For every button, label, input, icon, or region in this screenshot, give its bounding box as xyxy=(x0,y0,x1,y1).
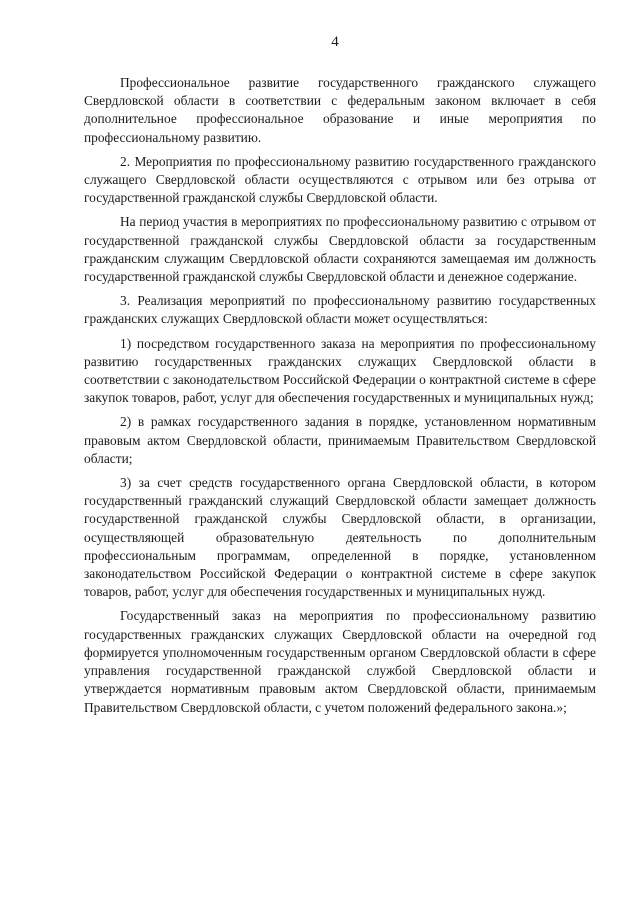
paragraph-position-retention: На период участия в мероприятиях по профессиональному развитию с отрывом от государственной гражданской службы Свердловской области за государственным гражданским служащим Свердловской области сохраняются замещаемая им должность государственной гражданской службы Свердловской области и денежное содержание. xyxy=(84,214,596,285)
paragraph-subitem-3: 3) за счет средств государственного органа Свердловской области, в котором государственный гражданский служащий Свердловской области замещает должность государственной гражданской службы Свердловской области, в организации, осуществляющей образовательную деятельность по дополнительным профессиональным программам, определенной в порядке, установленном законодательством Российской Федерации о контрактной системе в сфере закупок товаров, работ, услуг для обеспечения государственных и муниципальных нужд. xyxy=(84,475,596,600)
paragraph-subitem-2: 2) в рамках государственного задания в порядке, установленном нормативным правовым актом Свердловской области, принимаемым Правительством Свердловской области; xyxy=(84,414,596,466)
document-body xyxy=(84,74,596,723)
paragraph-state-order: Государственный заказ на мероприятия по профессиональному развитию государственных гражданских служащих Свердловской области на очередной год формируется уполномоченным государственным органом Свердловской области в сфере управления государственной гражданской службой Свердловской области и утверждается нормативным правовым актом Свердловской области, принимаемым Правительством Свердловской области, с учетом положений федерального закона.»; xyxy=(84,608,596,715)
paragraph-item-3: 3. Реализация мероприятий по профессиональному развитию государственных гражданских служащих Свердловской области может осуществляться: xyxy=(84,293,596,327)
paragraph-professional-development-definition: Профессиональное развитие государственного гражданского служащего Свердловской области в соответствии с федеральным законом включает в себя дополнительное профессиональное образование и иные мероприятия по профессиональному развитию. xyxy=(84,75,596,145)
paragraph-item-2: 2. Мероприятия по профессиональному развитию государственного гражданского служащего Свердловской области осуществляются с отрывом или без отрыва от государственной гражданской службы Свердловской области. xyxy=(84,153,596,206)
page-number: 4 xyxy=(331,34,339,50)
paragraph-subitem-1: 1) посредством государственного заказа на мероприятия по профессиональному развитию государственных гражданских служащих Свердловской области в соответствии с законодательством Российской Федерации о контрактной системе в сфере закупок товаров, работ, услуг для обеспечения государственных и муниципальных нужд; xyxy=(84,335,596,406)
